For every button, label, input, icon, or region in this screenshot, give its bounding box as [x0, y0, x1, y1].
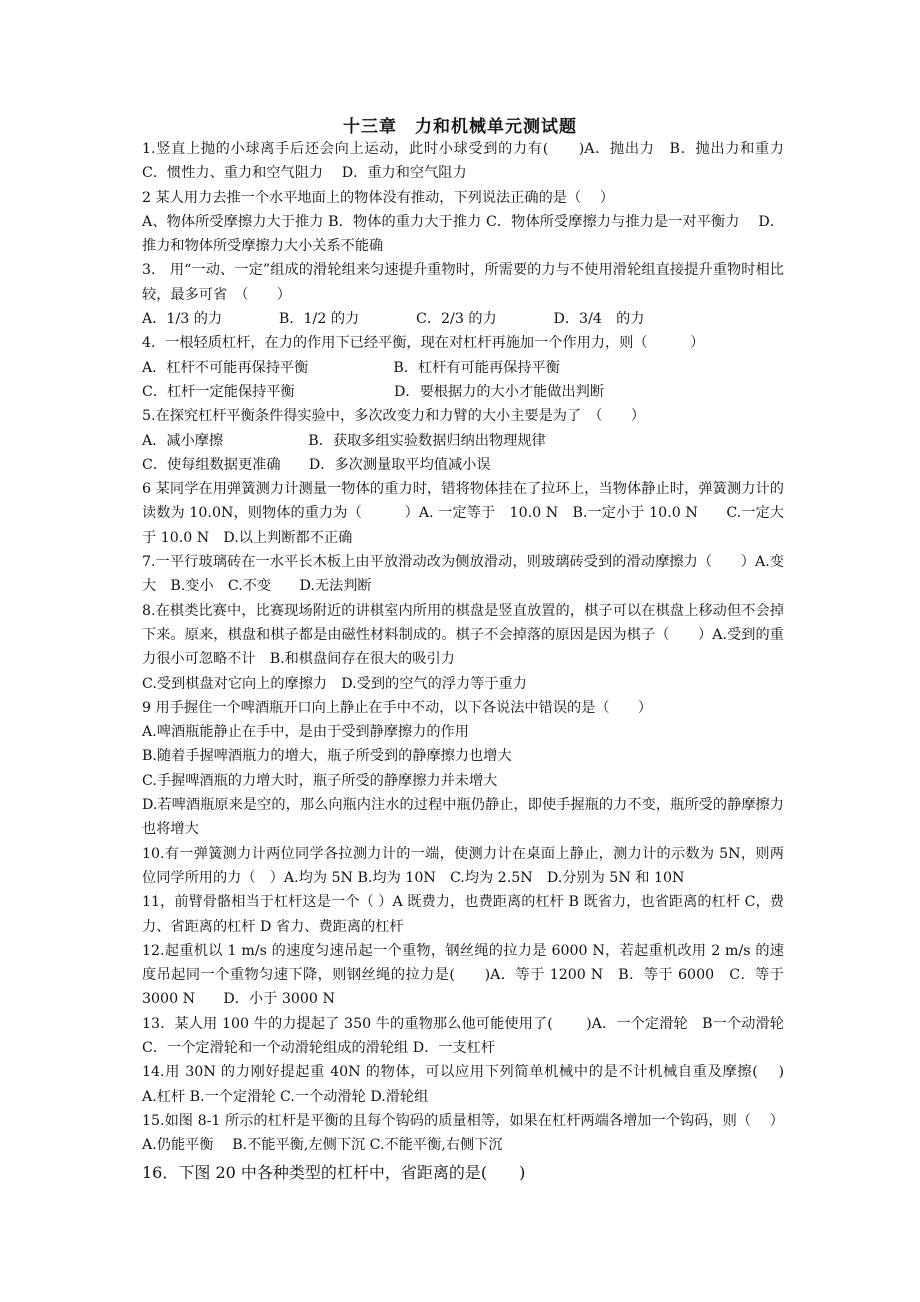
question-line: A．1/3 的力 B．1/2 的力 C．2/3 的力 D．3/4 的力: [142, 311, 645, 328]
question-line: 11，前臂骨骼相当于杠杆这是一个（ ）A 既费力，也费距离的杠杆 B 既省力，也省距离的杠杆 C，费力、省距离的杠杆 D 省力、费距离的杠杆: [142, 894, 784, 935]
question-line: 14.用 30N 的力刚好提起重 40N 的物体，可以应用下列简单机械中的是不计机械自重及摩擦( ) A.杠杆 B.一个定滑轮 C.一个动滑轮 D.滑轮组: [142, 1064, 803, 1105]
question-line: 8.在棋类比赛中，比赛现场附近的讲棋室内所用的棋盘是竖直放置的，棋子可以在棋盘上移动但不会掉下来。原来，棋盘和棋子都是由磁性材料制成的。棋子不会掉落的原因是因为棋子（ ）A.受到的重力很小可忽略不计 B.和棋盘间存在很大的吸引力: [142, 602, 784, 668]
page-title: 十三章 力和机械单元测试题: [343, 117, 577, 137]
question-line: 7.一平行玻璃砖在一水平长木板上由平放滑动改为侧放滑动，则玻璃砖受到的滑动摩擦力（ ）A.变大 B.变小 C.不变 D.无法判断: [142, 554, 784, 595]
question-line: A．减小摩擦 B．获取多组实验数据归纳出物理规律: [142, 432, 546, 449]
question-line: 4．一根轻质杠杆，在力的作用下已经平衡，现在对杠杆再施加一个作用力，则（ ）: [142, 335, 705, 352]
question-line: C．杠杆一定能保持平衡 D．要根据力的大小才能做出判断: [142, 383, 605, 400]
question-line: C．使每组数据更准确 D．多次测量取平均值减小误: [142, 456, 491, 473]
question-line: C.手握啤酒瓶的力增大时，瓶子所受的静摩擦力并未增大: [142, 772, 498, 789]
question-line: 1.竖直上抛的小球离手后还会向上运动，此时小球受到的力有( )A．抛出力 B．抛出力和重力 C．惯性力、重力和空气阻力 D．重力和空气阻力: [142, 141, 784, 182]
question-line: 13．某人用 100 牛的力提起了 350 牛的重物那么他可能使用了( )A．一个定滑轮 B一个动滑轮 C．一个定滑轮和一个动滑轮组成的滑轮组 D．一支杠杆: [142, 1015, 784, 1056]
question-line: 5.在探究杠杆平衡条件得实验中，多次改变力和力臂的大小主要是为了 （ ）: [142, 408, 646, 425]
question-line: D.若啤酒瓶原来是空的，那么向瓶内注水的过程中瓶仍静止，即使手握瓶的力不变，瓶所受的静摩擦力也将增大: [142, 797, 784, 838]
question-line: A．杠杆不可能再保持平衡 B．杠杆有可能再保持平衡: [142, 359, 560, 376]
question-line: 15.如图 8-1 所示的杠杆是平衡的且每个钩码的质量相等，如果在杠杆两端各增加一个钩码，则（ ） A.仍能平衡 B.不能平衡,左侧下沉 C.不能平衡,右侧下沉: [142, 1112, 784, 1154]
question-line: 10.有一弹簧测力计两位同学各拉测力计的一端，使测力计在桌面上静止，测力计的示数为 5N，则两位同学所用的力（ ）A.均为 5N B.均为 10N C.均为 2.5N D.分别为 5N 和 10N: [142, 845, 784, 886]
question-line: 2 某人用力去推一个水平地面上的物体没有推动，下列说法正确的是（ ）: [142, 189, 615, 206]
question-line: 9 用手握住一个啤酒瓶开口向上静止在手中不动，以下各说法中错误的是（ ）: [142, 699, 653, 716]
question-line: A.啤酒瓶能静止在手中，是由于受到静摩擦力的作用: [142, 724, 469, 741]
question-line: 12.起重机以 1 m/s 的速度匀速吊起一个重物，钢丝绳的拉力是 6000 N，若起重机改用 2 m/s 的速度吊起同一个重物匀速下降，则钢丝绳的拉力是( )A．等于 1200 N B．等于 6000 C．等于 3000 N D．小于 3000 N: [142, 942, 784, 1008]
question-line: 6 某同学在用弹簧测力计测量一物体的重力时，错将物体挂在了拉环上，当物体静止时，弹簧测力计的读数为 10.0N，则物体的重力为（ ）A. 一定等于 10.0 N B.一定小于 10.0 N C.一定大于 10.0 N D.以上判断都不正确: [142, 481, 784, 546]
question-line-last: 16．下图 20 中各种类型的杠杆中，省距离的是( ): [142, 1163, 526, 1183]
question-line: 3. 用“一动、一定”组成的滑轮组来匀速提升重物时，所需要的力与不使用滑轮组直接提升重物时相比较，最多可省 （ ）: [142, 262, 784, 303]
question-line: B.随着手握啤酒瓶力的增大，瓶子所受到的静摩擦力也增大: [142, 748, 512, 765]
question-list: [142, 137, 803, 1186]
question-line: A、物体所受摩擦力大于推力 B．物体的重力大于推力 C．物体所受摩擦力与推力是一对平衡力 D．推力和物体所受摩擦力大小关系不能确: [142, 213, 784, 255]
question-line: C.受到棋盘对它向上的摩擦力 D.受到的空气的浮力等于重力: [142, 675, 527, 692]
